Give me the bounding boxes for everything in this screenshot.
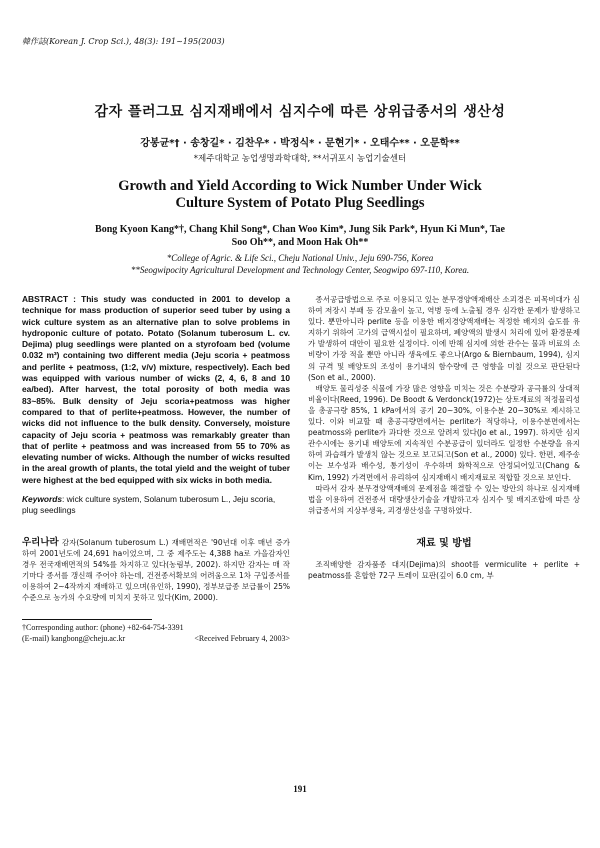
keywords — [22, 494, 290, 517]
english-affiliation-2: **Seogwipocity Agricultural Development and Technology Center, Seogwipo 697-110, Korea. — [130, 265, 470, 275]
keywords-label: Keywords — [22, 494, 63, 505]
body-paragraph-2: 배양토 물리성중 식물에 가장 많은 영향을 미치는 것은 수분량과 공극률의 상대적 비율이다(Reed, 1996). De Boodt & Verdonck(1972)는 상토재료의 적정물리성을 총공극량 85%, 1 kPa에서의 공기 20~30%, 이용수분 20~30%로 제시하고 있다. 이와 비교할 때 총공극량면에서는 perlite가 적당하나, 이용수분면에서는 peatmoss와 perlite가 과다한 것으로 알려져 있다(Jo et al., 1997). 하지만 심지관수시에는 용기내 배양토에 지속적인 수분공급이 있더라도 일정한 수분량을 유지하여 과습해가 발생치 않는 것으로 보고되고(Son et al., 2000) 있다. 한편, 제주송이는 보수성과 배수성, 통기성이 우수하며 화학적으로 안정되어있고(Chang & Kim, 1992) 가격면에서 유리하여 심지재배시 배지재료로 적합할 것으로 보인다. — [308, 383, 580, 482]
footnote-divider — [22, 619, 152, 620]
footnote-corresponding: †Corresponding author: (phone) +82-64-754-3391 — [22, 623, 184, 633]
english-authors — [0, 223, 600, 249]
korean-title: 감자 플러그묘 심지재배에서 심지수에 따른 상위급종서의 생산성 — [94, 104, 506, 120]
korean-authors: 강봉균*† · 송창길* · 김찬우* · 박정식* · 문현기* · 오태수** · 오문학** — [140, 138, 460, 149]
introduction-lead: 우리나라 — [22, 536, 59, 548]
left-column — [22, 294, 290, 644]
english-affiliation — [0, 252, 600, 276]
footnote-email-row — [22, 634, 290, 645]
english-affiliation-1: *College of Agric. & Life Sci., Cheju National Univ., Jeju 690-756, Korea — [166, 253, 434, 263]
english-title-text: Growth and Yield According to Wick Number Under Wick Culture System of Potato Plug Seedlings — [118, 178, 482, 211]
page-number: 191 — [293, 784, 307, 794]
introduction-paragraph — [22, 537, 290, 604]
methods-paragraph: 조직배양한 감자품종 대지(Dejima)의 shoot를 vermiculite + perlite + peatmoss를 혼합한 72구 트레이 묘판(깊이 6.0 cm, 부 — [308, 559, 580, 580]
korean-affiliation: *제주대학교 농업생명과학대학, **서귀포시 농업기술센터 — [193, 154, 407, 164]
footnote-email: (E-mail) kangbong@cheju.ac.kr — [22, 633, 126, 643]
english-authors-text: Bong Kyoon Kang*†, Chang Khil Song*, Chan Woo Kim*, Jung Sik Park*, Hyun Ki Mun*, Tae Soo Oh**, and Moon Hak Oh** — [95, 224, 505, 248]
english-title — [0, 178, 600, 212]
keywords-text: : wick culture system, Solanum tuberosum L., Jeju scoria, plug seedlings — [22, 494, 276, 516]
section-heading-methods: 재료 및 방법 — [416, 537, 472, 549]
body-paragraph-1: 종서공급방법으로 주로 이용되고 있는 분무경양액재배산 소괴경은 피목비대가 심하여 저장시 부패 등 감모율이 높고, 역병 등에 노출될 경우 심각한 문제가 발생하고 있다. 뿐만아니라 perlite 등을 이용한 배지경양액재배는 적정한 배지의 습도를 유지하기 위하여 고가의 급액시설이 필요하며, 폐양액의 발생시 처리에 있어 환경문제가 발생하여 대안이 필요한 실정이다. 이에 반해 심지에 의한 관수는 물과 비료의 소비량이 가장 적을 뿐만 아니라 생육에도 좋으나(Argo & Biernbaum, 1994), 심지의 규격 및 배양토의 조성이 용기내의 함수량에 큰 영향을 미칠 것으로 판단된다(Son et al., 2000). — [308, 295, 580, 382]
introduction-text: 감자(Solanum tuberosum L.) 재배면적은 '90년대 이후 매년 증가하여 2001년도에 24,691 ha이었으며, 그 중 제주도는 4,388 ha로 가을감자인 경우 전국재배면적의 54%를 차지하고 있다(농림부, 2002). 하지만 감자는 매 작기마다 종서를 갱신해 주어야 하는데, 건전종서확보의 어려움으로 1차 구입종서를 이용하여 2~4작까지 재배하고 있으며(유인하, 1990), 정부보급종 보급률이 25% 수준으로 농가의 수요량에 미치지 못하고 있다(Kim, 2000). — [22, 537, 290, 603]
abstract: ABSTRACT : This study was conducted in 2001 to develop a technique for mass production of superior seed tuber by using a wick culture system as an alternative plan to solve problems in hydroponic culture of potato. Potato (Solanum tuberosum L. cv. Dejima) plug seedlings were planted on a styrofoam bed (volume 0.032 m³) containing two different media (Jeju scoria + peatmoss and perlite + peatmoss, (1:2, v/v) mixture, respectively). Each bed was equipped with various number of wicks (2, 4, 6, 8 and 10 ea/bed). After harvest, the total porosity of both media was 83~85%. Bulk density of Jeju scoria+peatmoss was higher compared to that of perlite+peatmoss. However, the number of wicks did not influence to the bulk density. Conversely, moisture capacity of Jeju scoria + peatmoss was remarkably greater than that of perlite + peatmoss and was increased from 55 to 70% as elevating number of wicks. Although the number of wicks resulted in the areal growth of plants, the total yield and the weight of tuber were highest at the bed equipped with six wicks in both media. — [22, 294, 290, 485]
journal-citation: 韓作誌(Korean J. Crop Sci.), 48(3): 191~195(2003) — [22, 37, 225, 46]
footnote-received: <Received February 4, 2003> — [194, 633, 290, 643]
right-column — [308, 294, 580, 581]
body-paragraph-3: 따라서 감자 분무경양액재배의 문제점을 해결할 수 있는 방안의 하나로 심지재배법을 이용하여 건전종서 대량생산기술을 개발하고자 심지수 및 배지조합에 따른 상위급종서의 지상부생육, 괴경생산성을 구명하였다. — [308, 483, 580, 515]
